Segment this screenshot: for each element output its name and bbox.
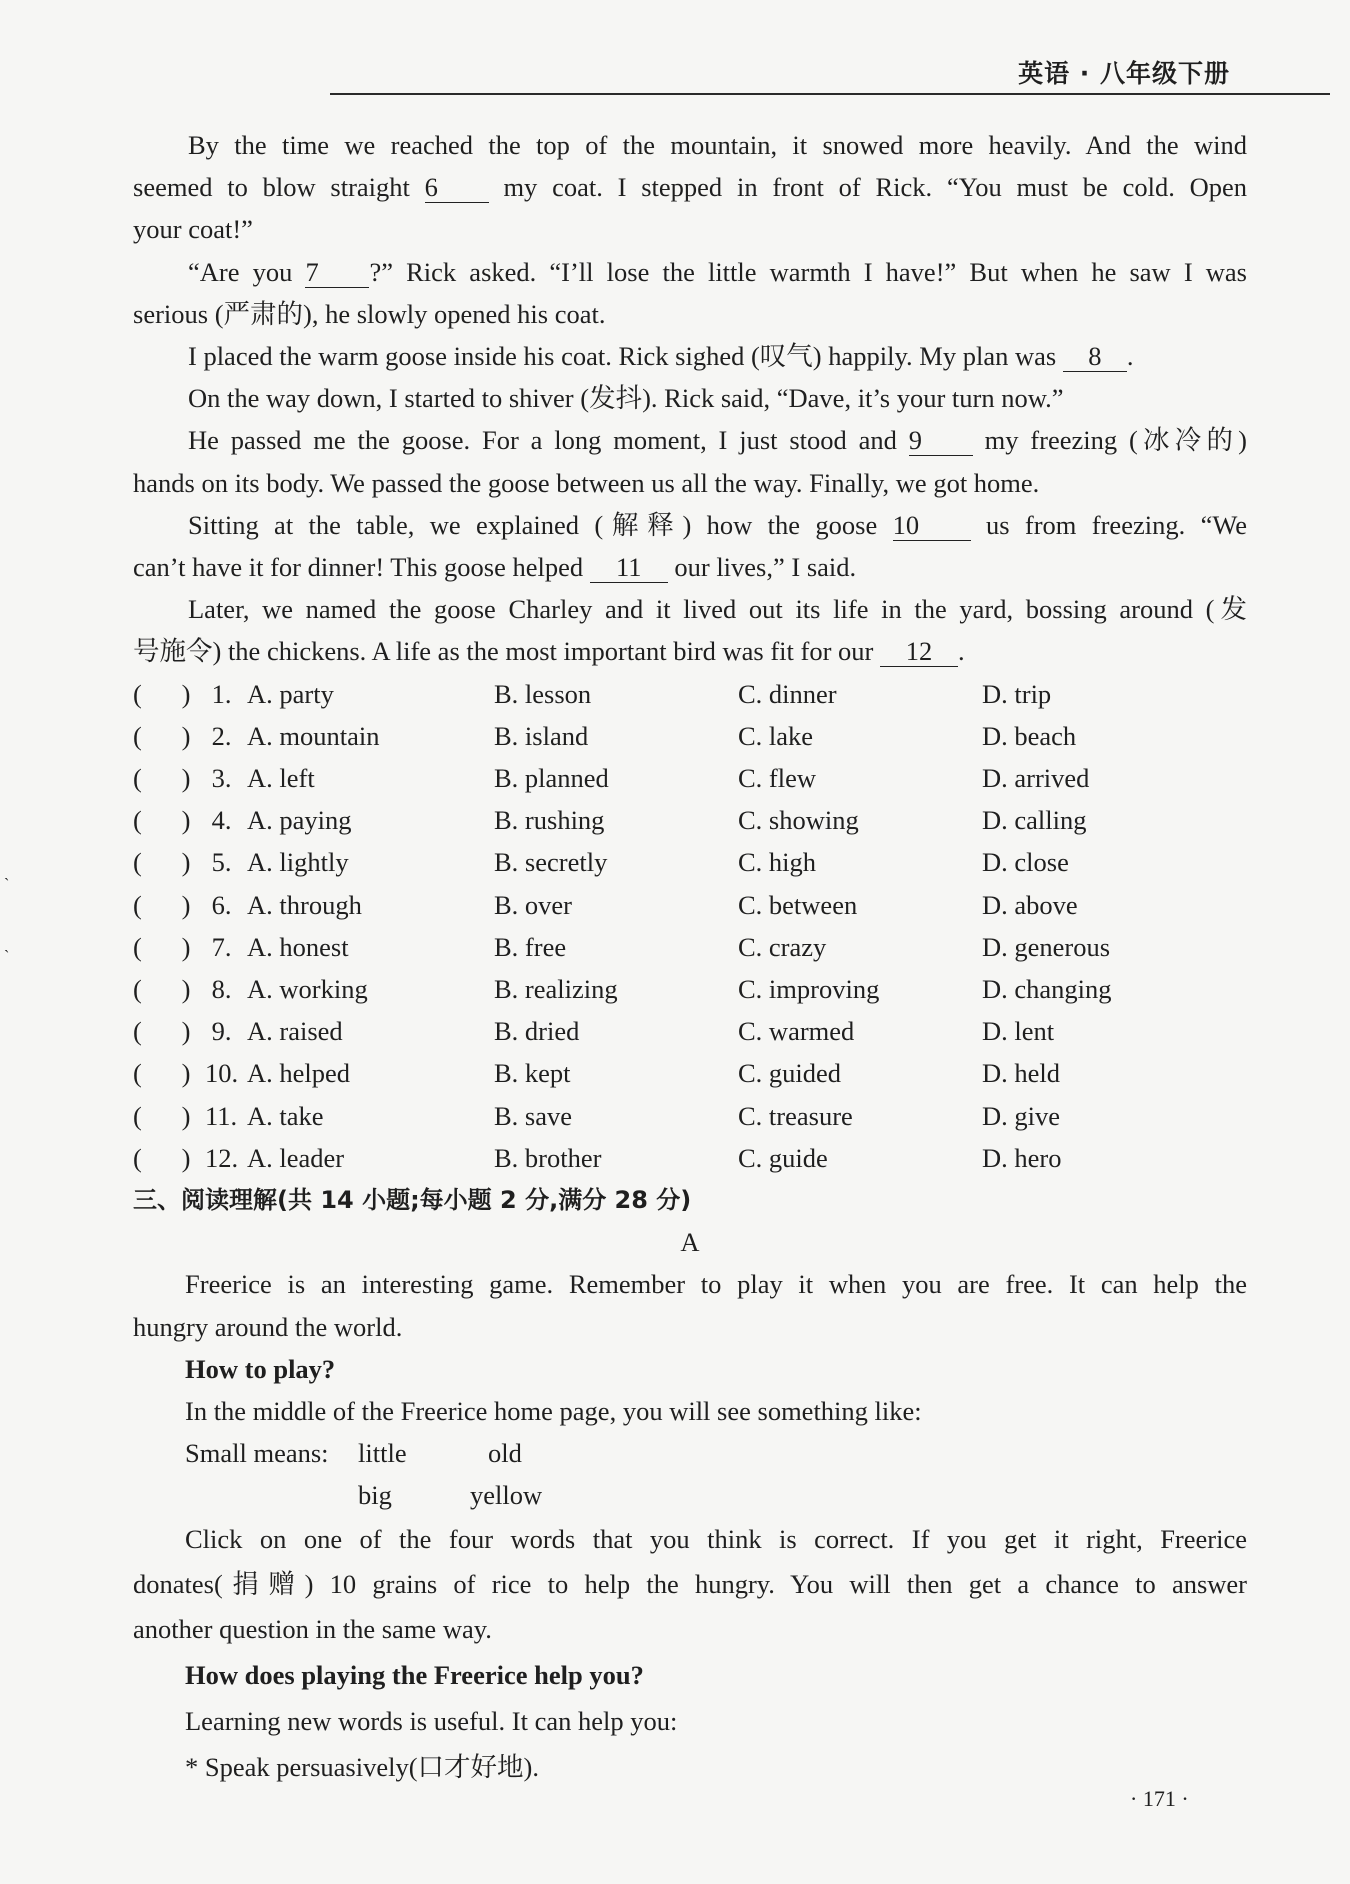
- passage-text: your coat!”: [133, 214, 253, 245]
- option-c[interactable]: C. crazy: [738, 931, 827, 962]
- question-row: [133, 1137, 1247, 1179]
- question-row: [133, 884, 1247, 926]
- part-label: A: [680, 1227, 700, 1258]
- option-a[interactable]: A. leader: [247, 1142, 345, 1173]
- passage-text: my coat. I stepped in front of Rick. “You must be cold. Open: [488, 172, 1247, 203]
- subheading-how-to-play: How to play?: [185, 1353, 336, 1384]
- question-number: 1.: [205, 678, 232, 709]
- option-d[interactable]: D. hero: [982, 1142, 1062, 1173]
- answer-bracket[interactable]: ( ): [133, 1100, 191, 1131]
- option-a[interactable]: A. helped: [247, 1058, 351, 1089]
- passage-text: our lives,” I said.: [667, 552, 857, 583]
- passage-text: Later, we named the goose Charley and it lived out its life in the yard, bossing around (发: [188, 594, 1247, 625]
- option-c[interactable]: C. guide: [738, 1142, 828, 1173]
- page-content: [133, 124, 1247, 1790]
- word-option[interactable]: little: [358, 1438, 407, 1469]
- passage-text: Sitting at the table, we explained (解释) how the goose: [188, 509, 893, 540]
- answer-blank[interactable]: 7: [305, 257, 369, 288]
- word-option[interactable]: big: [358, 1480, 392, 1511]
- question-list: [133, 673, 1247, 1179]
- bullet-line: * Speak persuasively(口才好地).: [185, 1751, 539, 1782]
- question-row: [133, 1052, 1247, 1094]
- option-c[interactable]: C. lake: [738, 720, 814, 751]
- option-c[interactable]: C. showing: [738, 805, 859, 836]
- answer-bracket[interactable]: ( ): [133, 889, 191, 920]
- page-number: · 171 ·: [1130, 1786, 1189, 1811]
- passage-text: By the time we reached the top of the mountain, it snowed more heavily. And the wind: [188, 130, 1247, 160]
- body-line: In the middle of the Freerice home page, you will see something like:: [185, 1395, 922, 1426]
- option-a[interactable]: A. raised: [247, 1016, 343, 1047]
- option-a[interactable]: A. party: [247, 678, 334, 709]
- intro-line: hungry around the world.: [133, 1311, 403, 1342]
- option-d[interactable]: D. lent: [982, 1016, 1055, 1047]
- answer-bracket[interactable]: ( ): [133, 973, 191, 1004]
- question-row: [133, 715, 1247, 757]
- body-line: Click on one of the four words that you think is correct. If you get it right, Freerice: [185, 1523, 1247, 1554]
- question-number: 9.: [205, 1016, 232, 1047]
- passage-line: [133, 166, 1247, 208]
- option-a[interactable]: A. paying: [247, 805, 352, 836]
- option-c[interactable]: C. between: [738, 889, 858, 920]
- question-row: [133, 1095, 1247, 1137]
- option-d[interactable]: D. arrived: [982, 763, 1090, 794]
- passage-line: [133, 588, 1247, 630]
- option-b[interactable]: B. dried: [494, 1016, 580, 1047]
- passage-line: [133, 335, 1247, 377]
- passage-line: [133, 124, 1247, 166]
- word-option[interactable]: old: [488, 1438, 522, 1469]
- answer-blank[interactable]: 8: [1063, 341, 1127, 372]
- passage-line: [133, 251, 1247, 293]
- section-heading: 三、阅读理解(共 14 小题;每小题 2 分,满分 28 分): [133, 1185, 692, 1214]
- word-options: [133, 1432, 1247, 1516]
- answer-bracket[interactable]: ( ): [133, 1016, 191, 1047]
- option-d[interactable]: D. beach: [982, 720, 1077, 751]
- question-number: 3.: [205, 763, 232, 794]
- option-a[interactable]: A. mountain: [247, 720, 380, 751]
- margin-mark: `: [4, 948, 10, 965]
- passage-line: [133, 630, 1247, 672]
- passage-text: ?” Rick asked. “I’ll lose the little warmth I have!” But when he saw I was: [369, 256, 1247, 287]
- page-header: [330, 40, 1330, 96]
- option-a[interactable]: A. working: [247, 973, 368, 1004]
- option-d[interactable]: D. generous: [982, 931, 1111, 962]
- question-row: [133, 968, 1247, 1010]
- option-d[interactable]: D. above: [982, 889, 1078, 920]
- passage-text: On the way down, I started to shiver (发抖). Rick said, “Dave, it’s your turn now.”: [188, 383, 1064, 414]
- option-b[interactable]: B. secretly: [494, 847, 608, 878]
- option-d[interactable]: D. changing: [982, 973, 1112, 1004]
- answer-blank[interactable]: 9: [909, 425, 973, 456]
- option-d[interactable]: D. trip: [982, 678, 1052, 709]
- option-c[interactable]: C. dinner: [738, 678, 837, 709]
- answer-bracket[interactable]: ( ): [133, 678, 191, 709]
- intro-line: Freerice is an interesting game. Remember to play it when you are free. It can help the: [185, 1269, 1247, 1300]
- passage-text: hands on its body. We passed the goose between us all the way. Finally, we got home.: [133, 467, 1040, 498]
- option-b[interactable]: B. lesson: [494, 678, 592, 709]
- cloze-passage: [133, 124, 1247, 673]
- word-option[interactable]: yellow: [470, 1480, 543, 1511]
- option-b[interactable]: B. planned: [494, 763, 609, 794]
- option-a[interactable]: A. honest: [247, 931, 349, 962]
- question-number: 7.: [205, 931, 232, 962]
- option-c[interactable]: C. flew: [738, 763, 817, 794]
- option-b[interactable]: B. brother: [494, 1142, 602, 1173]
- option-c[interactable]: C. improving: [738, 973, 880, 1004]
- small-means-label: Small means:: [185, 1438, 329, 1469]
- question-number: 10.: [205, 1058, 239, 1089]
- passage-text: can’t have it for dinner! This goose helped: [133, 552, 590, 583]
- header-rule: [330, 93, 1330, 95]
- question-number: 5.: [205, 847, 232, 878]
- passage-text: “Are you: [188, 256, 306, 287]
- option-a[interactable]: A. lightly: [247, 847, 349, 878]
- option-b[interactable]: B. free: [494, 931, 567, 962]
- body-line: donates(捐赠) 10 grains of rice to help the hungry. You will then get a chance to answer: [133, 1568, 1247, 1599]
- option-c[interactable]: C. treasure: [738, 1100, 853, 1131]
- answer-bracket[interactable]: ( ): [133, 1058, 191, 1089]
- answer-bracket[interactable]: ( ): [133, 720, 191, 751]
- option-a[interactable]: A. through: [247, 889, 362, 920]
- question-number: 12.: [205, 1142, 239, 1173]
- option-c[interactable]: C. warmed: [738, 1016, 855, 1047]
- question-number: 4.: [205, 805, 232, 836]
- answer-bracket[interactable]: ( ): [133, 763, 191, 794]
- option-d[interactable]: D. close: [982, 847, 1069, 878]
- subheading-how-help: How does playing the Freerice help you?: [185, 1659, 644, 1690]
- answer-blank[interactable]: 6: [425, 172, 489, 203]
- answer-bracket[interactable]: ( ): [133, 805, 191, 836]
- answer-bracket[interactable]: ( ): [133, 1142, 191, 1173]
- question-row: [133, 757, 1247, 799]
- option-b[interactable]: B. rushing: [494, 805, 605, 836]
- question-number: 2.: [205, 720, 232, 751]
- option-a[interactable]: A. left: [247, 763, 315, 794]
- passage-line: [133, 293, 1247, 335]
- body-line: another question in the same way.: [133, 1613, 492, 1644]
- passage-line: [133, 208, 1247, 250]
- passage-line: [133, 504, 1247, 546]
- question-row: [133, 673, 1247, 715]
- option-c[interactable]: C. guided: [738, 1058, 842, 1089]
- passage-text: He passed me the goose. For a long moment, I just stood and: [188, 425, 909, 456]
- question-row: [133, 926, 1247, 968]
- option-d[interactable]: D. calling: [982, 805, 1087, 836]
- body-line: Learning new words is useful. It can help you:: [185, 1705, 678, 1736]
- question-number: 11.: [205, 1100, 238, 1131]
- option-b[interactable]: B. island: [494, 720, 589, 751]
- question-row: [133, 799, 1247, 841]
- option-d[interactable]: D. give: [982, 1100, 1061, 1131]
- passage-line: [133, 419, 1247, 461]
- answer-blank[interactable]: 10: [893, 510, 971, 541]
- option-b[interactable]: B. kept: [494, 1058, 571, 1089]
- passage-text: .: [958, 636, 965, 667]
- passage-text: .: [1126, 341, 1134, 372]
- option-d[interactable]: D. held: [982, 1058, 1061, 1089]
- passage-line: [133, 546, 1247, 588]
- option-c[interactable]: C. high: [738, 847, 817, 878]
- question-row: [133, 1010, 1247, 1052]
- option-b[interactable]: B. over: [494, 889, 573, 920]
- passage-text: I placed the warm goose inside his coat. Rick sighed (叹气) happily. My plan was: [188, 341, 1063, 372]
- option-b[interactable]: B. realizing: [494, 973, 618, 1004]
- passage-text: my freezing (冰冷的): [972, 425, 1247, 456]
- answer-bracket[interactable]: ( ): [133, 931, 191, 962]
- margin-mark: `: [4, 876, 10, 893]
- question-row: [133, 841, 1247, 883]
- answer-blank[interactable]: 11: [590, 552, 668, 583]
- option-a[interactable]: A. take: [247, 1100, 324, 1131]
- passage-text: seemed to blow straight: [133, 172, 425, 203]
- passage-text: us from freezing. “We: [970, 509, 1247, 540]
- question-number: 8.: [205, 973, 232, 1004]
- passage-text: serious (严肃的), he slowly opened his coat.: [133, 298, 606, 329]
- passage-line: [133, 462, 1247, 504]
- answer-bracket[interactable]: ( ): [133, 847, 191, 878]
- question-number: 6.: [205, 889, 232, 920]
- answer-blank[interactable]: 12: [880, 636, 958, 667]
- passage-line: [133, 377, 1247, 419]
- book-title: 英语 · 八年级下册: [1018, 59, 1230, 88]
- passage-text: 号施令) the chickens. A life as the most important bird was fit for our: [133, 636, 881, 667]
- option-b[interactable]: B. save: [494, 1100, 573, 1131]
